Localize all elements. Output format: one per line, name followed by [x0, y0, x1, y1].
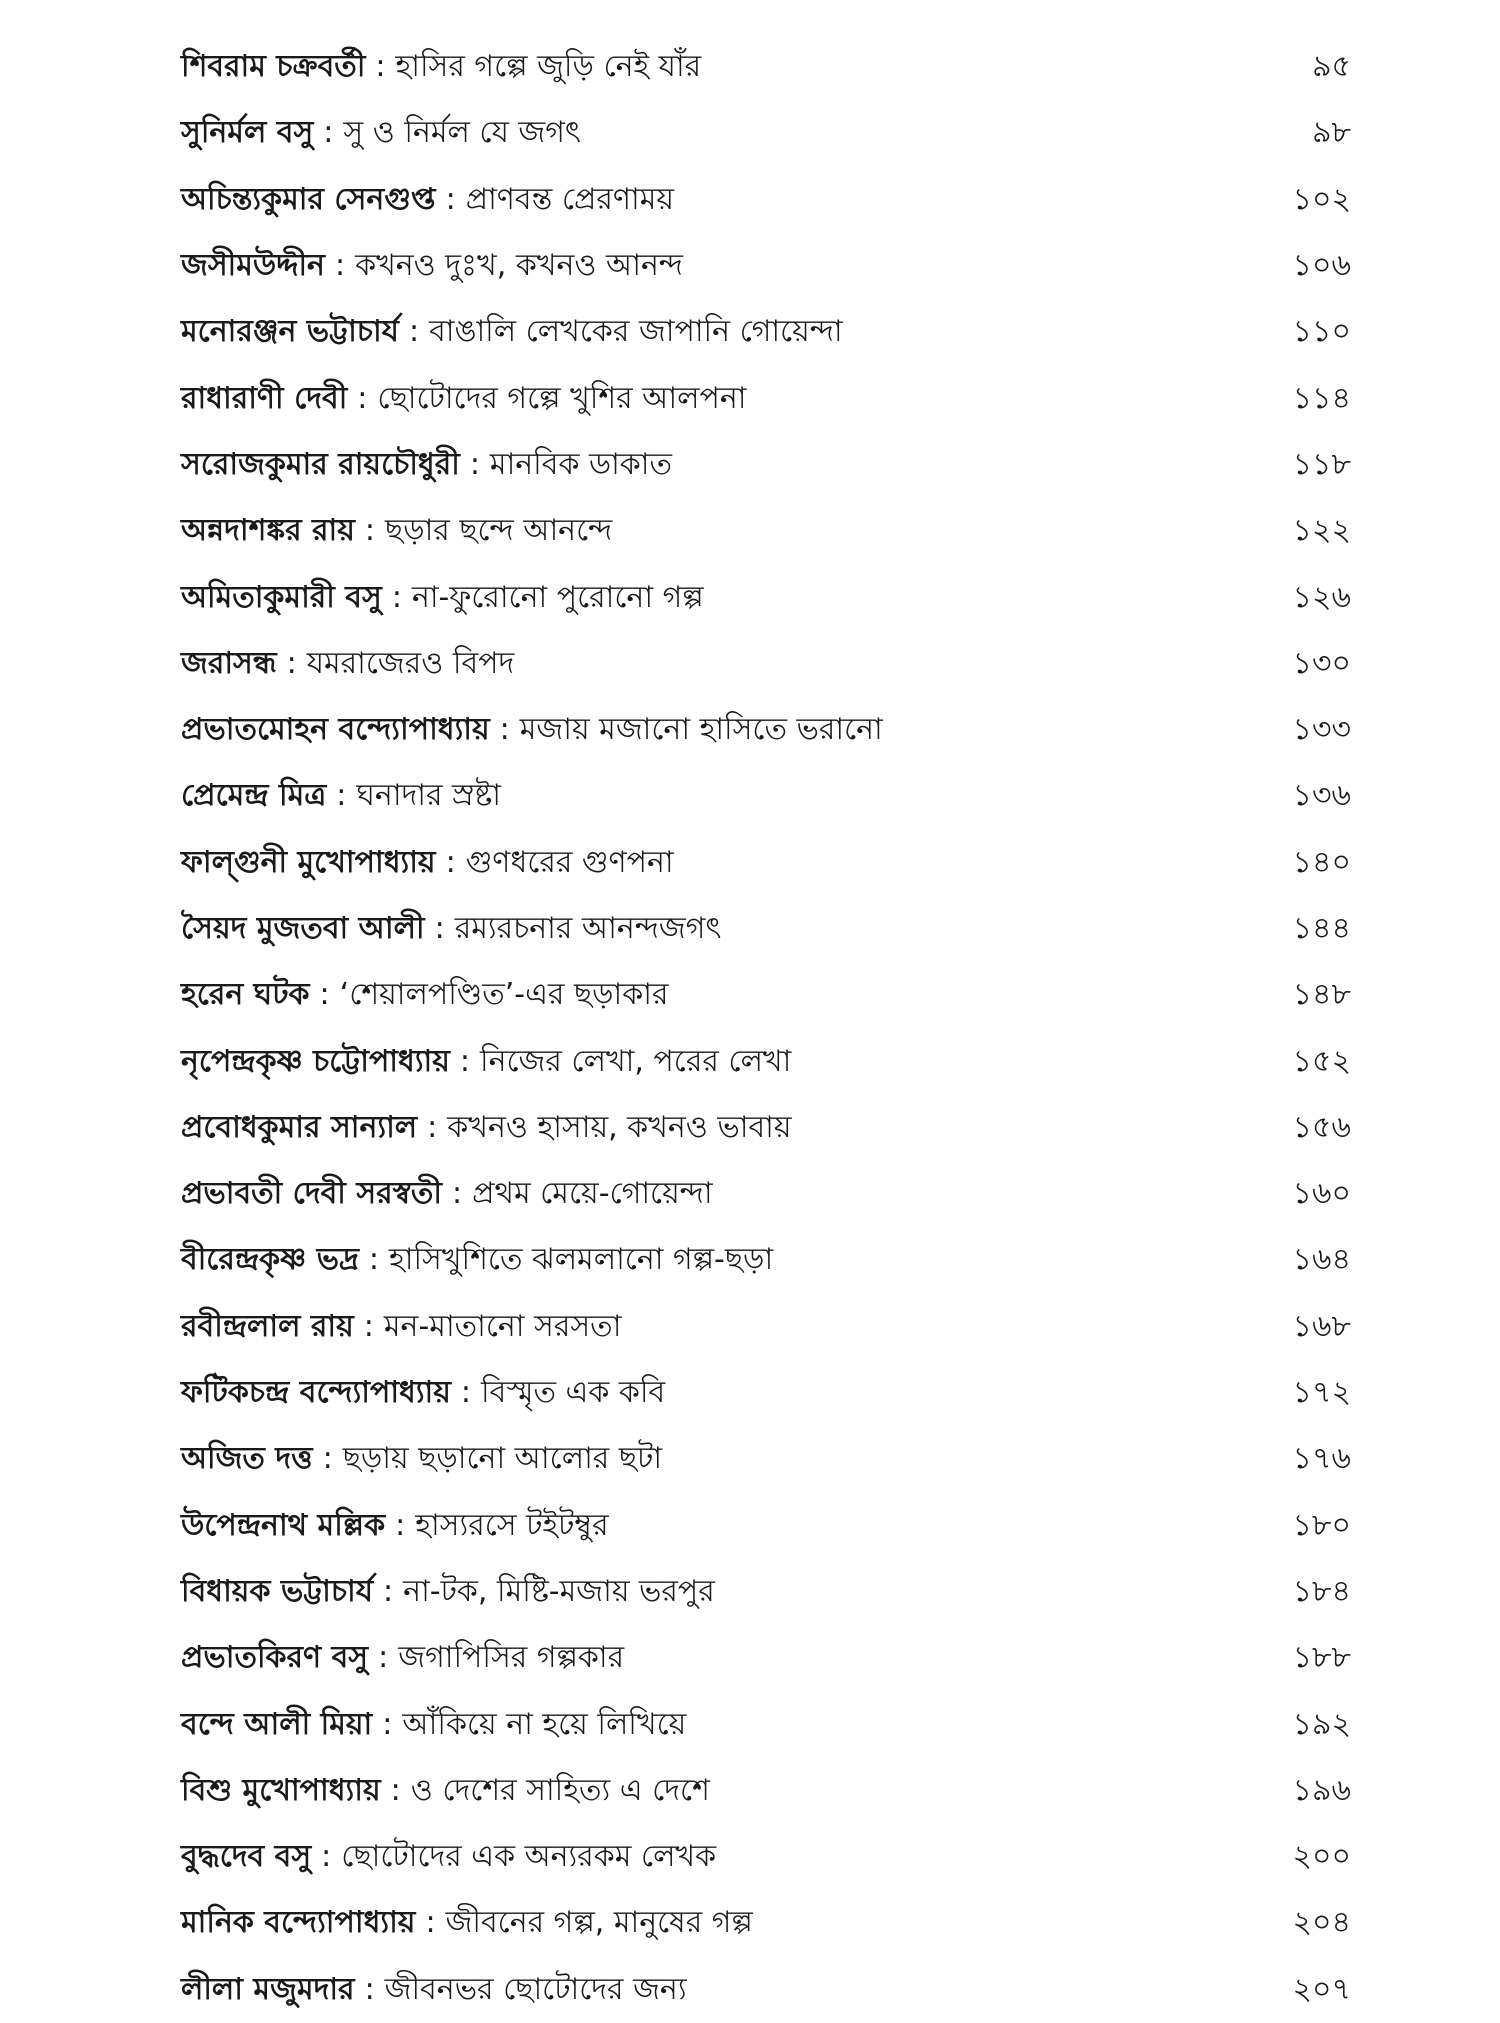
page-number: ১৬৮ — [1292, 1308, 1351, 1344]
author-name: বিধায়ক ভট্টাচার্য — [181, 1573, 374, 1609]
separator: : — [427, 1109, 438, 1145]
chapter-title: জগাপিসির গল্পকার — [398, 1640, 625, 1676]
separator: : — [425, 1905, 436, 1941]
author-name: অচিন্ত্যকুমার সেনগুপ্ত — [181, 181, 436, 217]
page-number: ২০৪ — [1292, 1905, 1351, 1941]
toc-entry — [181, 1493, 1351, 1559]
author-name: জসীমউদ্দীন — [181, 248, 325, 284]
chapter-title: হাস্যরসে টইটম্বুর — [415, 1507, 609, 1543]
toc-entry — [181, 1227, 1351, 1293]
chapter-title: ছড়ার ছন্দে আনন্দে — [385, 513, 613, 549]
separator: : — [336, 778, 347, 814]
chapter-title: ও দেশের সাহিত্য এ দেশে — [410, 1772, 710, 1808]
separator: : — [383, 1573, 394, 1609]
page-number: ১২২ — [1292, 513, 1351, 549]
author-name: বন্দে আলী মিয়া — [181, 1706, 373, 1742]
chapter-title: প্রাণবন্ত প্রেরণাময় — [465, 181, 675, 217]
author-name: জরাসন্ধ — [181, 645, 277, 681]
table-of-contents — [181, 34, 1351, 2023]
separator: : — [452, 1176, 463, 1212]
author-name: লীলা মজুমদার — [181, 1971, 355, 2007]
separator: : — [375, 49, 386, 85]
chapter-title: ছোটোদের গল্পে খুশির আলপনা — [377, 380, 747, 416]
chapter-title: ‘শেয়ালপণ্ডিত’-এর ছড়াকার — [339, 977, 669, 1013]
page-number: ১৯২ — [1292, 1706, 1351, 1742]
chapter-title: না-ফুরোনো পুরোনো গল্প — [411, 579, 704, 615]
toc-entry — [181, 167, 1351, 233]
separator: : — [323, 115, 334, 151]
author-name: সৈয়দ মুজতবা আলী — [181, 911, 425, 946]
toc-entry — [181, 1559, 1351, 1625]
separator: : — [368, 1242, 379, 1278]
toc-entry — [181, 1360, 1351, 1426]
chapter-title: হাসিখুশিতে ঝলমলানো গল্প-ছড়া — [389, 1242, 774, 1278]
chapter-title: জীবনভর ছোটোদের জন্য — [384, 1971, 687, 2007]
page-number: ১৯৬ — [1292, 1772, 1351, 1808]
separator: : — [445, 181, 456, 217]
author-name: শিবরাম চক্রবর্তী — [181, 49, 366, 85]
page-number: ১৩৩ — [1292, 712, 1351, 748]
page-number: ১৬০ — [1292, 1176, 1351, 1212]
author-name: অজিত দত্ত — [181, 1441, 313, 1477]
toc-entry — [181, 564, 1351, 630]
page-number: ২০০ — [1292, 1839, 1351, 1875]
separator: : — [382, 1706, 393, 1742]
page-number: ১০২ — [1292, 181, 1351, 217]
page-number: ১৪৪ — [1292, 911, 1351, 946]
separator: : — [434, 911, 445, 946]
toc-entry — [181, 896, 1351, 962]
toc-entry — [181, 365, 1351, 431]
author-name: প্রভাবতী দেবী সরস্বতী — [181, 1176, 443, 1212]
author-name: প্রভাতকিরণ বসু — [181, 1640, 369, 1676]
page-number: ১৩০ — [1292, 645, 1351, 681]
separator: : — [319, 977, 330, 1013]
separator: : — [364, 513, 376, 549]
page-number: ১০৬ — [1292, 248, 1351, 284]
separator: : — [322, 1441, 333, 1477]
chapter-title: কখনও দুঃখ, কখনও আনন্দ — [355, 248, 684, 284]
chapter-title: বিস্মৃত এক কবি — [481, 1375, 666, 1411]
page-number: ৯৫ — [1312, 49, 1351, 85]
chapter-title: গুণধরের গুণপনা — [465, 844, 674, 880]
toc-entry — [181, 1890, 1351, 1956]
chapter-title: নিজের লেখা, পরের লেখা — [480, 1043, 792, 1079]
chapter-title: মজায় মজানো হাসিতে ভরানো — [519, 712, 883, 748]
chapter-title: মন-মাতানো সরসতা — [383, 1308, 622, 1344]
author-name: বিশু মুখোপাধ্যায় — [181, 1772, 381, 1808]
separator: : — [390, 1772, 401, 1808]
toc-entry — [181, 100, 1351, 166]
toc-entry — [181, 631, 1351, 697]
page-number: ৯৮ — [1312, 115, 1351, 151]
chapter-title: ছোটোদের এক অন্যরকম লেখক — [341, 1839, 717, 1875]
separator: : — [469, 446, 480, 482]
author-name: প্রেমেন্দ্র মিত্র — [181, 778, 327, 814]
chapter-title: বাঙালি লেখকের জাপানি গোয়েন্দা — [429, 314, 843, 350]
page-number: ১৫২ — [1292, 1043, 1351, 1079]
toc-entry — [181, 1691, 1351, 1757]
chapter-title: হাসির গল্পে জুড়ি নেই যাঁর — [395, 49, 702, 85]
toc-entry — [181, 1957, 1351, 2023]
toc-entry — [181, 830, 1351, 896]
author-name: প্রবোধকুমার সান্যাল — [181, 1109, 418, 1145]
separator: : — [395, 1507, 406, 1543]
chapter-title: জীবনের গল্প, মানুষের গল্প — [445, 1905, 753, 1941]
page-number: ২০৭ — [1292, 1971, 1351, 2007]
chapter-title: সু ও নির্মল যে জগৎ — [343, 115, 581, 151]
chapter-title: না-টক, মিষ্টি-মজায় ভরপুর — [403, 1573, 715, 1609]
page-number: ১৪৮ — [1292, 977, 1351, 1013]
chapter-title: প্রথম মেয়ে-গোয়েন্দা — [472, 1176, 713, 1212]
author-name: রাধারাণী দেবী — [181, 380, 348, 416]
author-name: মানিক বন্দ্যোপাধ্যায় — [181, 1905, 416, 1941]
toc-entry — [181, 233, 1351, 299]
toc-entry — [181, 697, 1351, 763]
page-number: ১৭৬ — [1292, 1441, 1351, 1477]
separator: : — [460, 1375, 472, 1411]
separator: : — [499, 712, 510, 748]
page-number: ১৪০ — [1292, 844, 1351, 880]
separator: : — [378, 1640, 389, 1676]
author-name: সরোজকুমার রায়চৌধুরী — [181, 446, 460, 482]
toc-entry — [181, 498, 1351, 564]
author-name: মনোরঞ্জন ভট্টাচার্য — [181, 314, 399, 350]
author-name: অমিতাকুমারী বসু — [181, 579, 382, 615]
toc-entry — [181, 1161, 1351, 1227]
separator: : — [445, 844, 456, 880]
page-number: ১১০ — [1292, 314, 1351, 350]
author-name: ফটিকচন্দ্র বন্দ্যোপাধ্যায় — [181, 1375, 451, 1411]
separator: : — [408, 314, 420, 350]
separator: : — [459, 1043, 471, 1079]
separator: : — [363, 1308, 374, 1344]
separator: : — [391, 579, 402, 615]
page-number: ১৩৬ — [1292, 778, 1351, 814]
toc-entry — [181, 1426, 1351, 1492]
toc-entry — [181, 763, 1351, 829]
page-number: ১১৮ — [1292, 446, 1351, 482]
author-name: নৃপেন্দ্রকৃষ্ণ চট্টোপাধ্যায় — [181, 1043, 450, 1079]
page-number: ১৫৬ — [1292, 1109, 1351, 1145]
author-name: বীরেন্দ্রকৃষ্ণ ভদ্র — [181, 1242, 359, 1278]
separator: : — [357, 380, 368, 416]
chapter-title: ঘনাদার স্রষ্টা — [356, 778, 501, 814]
author-name: রবীন্দ্রলাল রায় — [181, 1308, 354, 1344]
page-number: ১৬৪ — [1292, 1242, 1351, 1278]
toc-entry — [181, 1758, 1351, 1824]
toc-entry — [181, 962, 1351, 1028]
toc-entry — [181, 1095, 1351, 1161]
author-name: অন্নদাশঙ্কর রায় — [181, 513, 355, 549]
separator: : — [364, 1971, 375, 2007]
chapter-title: যমরাজেরও বিপদ — [306, 645, 515, 681]
page-number: ১৮০ — [1292, 1507, 1351, 1543]
author-name: ফাল্গুনী মুখোপাধ্যায় — [181, 844, 436, 880]
author-name: প্রভাতমোহন বন্দ্যোপাধ্যায় — [181, 712, 490, 748]
toc-entry — [181, 299, 1351, 365]
author-name: বুদ্ধদেব বসু — [181, 1839, 312, 1875]
chapter-title: কখনও হাসায়, কখনও ভাবায় — [447, 1109, 792, 1145]
page-number: ১৮৪ — [1292, 1573, 1351, 1609]
chapter-title: ছড়ায় ছড়ানো আলোর ছটা — [342, 1441, 663, 1477]
toc-entry — [181, 1824, 1351, 1890]
chapter-title: আঁকিয়ে না হয়ে লিখিয়ে — [402, 1706, 687, 1742]
toc-entry — [181, 1028, 1351, 1094]
page-number: ১৭২ — [1292, 1375, 1351, 1411]
toc-entry — [181, 1294, 1351, 1360]
author-name: সুনির্মল বসু — [181, 115, 314, 151]
toc-entry — [181, 34, 1351, 100]
separator: : — [286, 645, 297, 681]
chapter-title: রম্যরচনার আনন্দজগৎ — [454, 911, 722, 946]
toc-entry — [181, 1625, 1351, 1691]
separator: : — [334, 248, 346, 284]
separator: : — [321, 1839, 332, 1875]
toc-entry — [181, 432, 1351, 498]
author-name: হরেন ঘটক — [181, 977, 310, 1013]
page-number: ১২৬ — [1292, 579, 1351, 615]
author-name: উপেন্দ্রনাথ মল্লিক — [181, 1507, 386, 1543]
chapter-title: মানবিক ডাকাত — [489, 446, 672, 482]
page-number: ১৮৮ — [1292, 1640, 1351, 1676]
page-number: ১১৪ — [1292, 380, 1351, 416]
